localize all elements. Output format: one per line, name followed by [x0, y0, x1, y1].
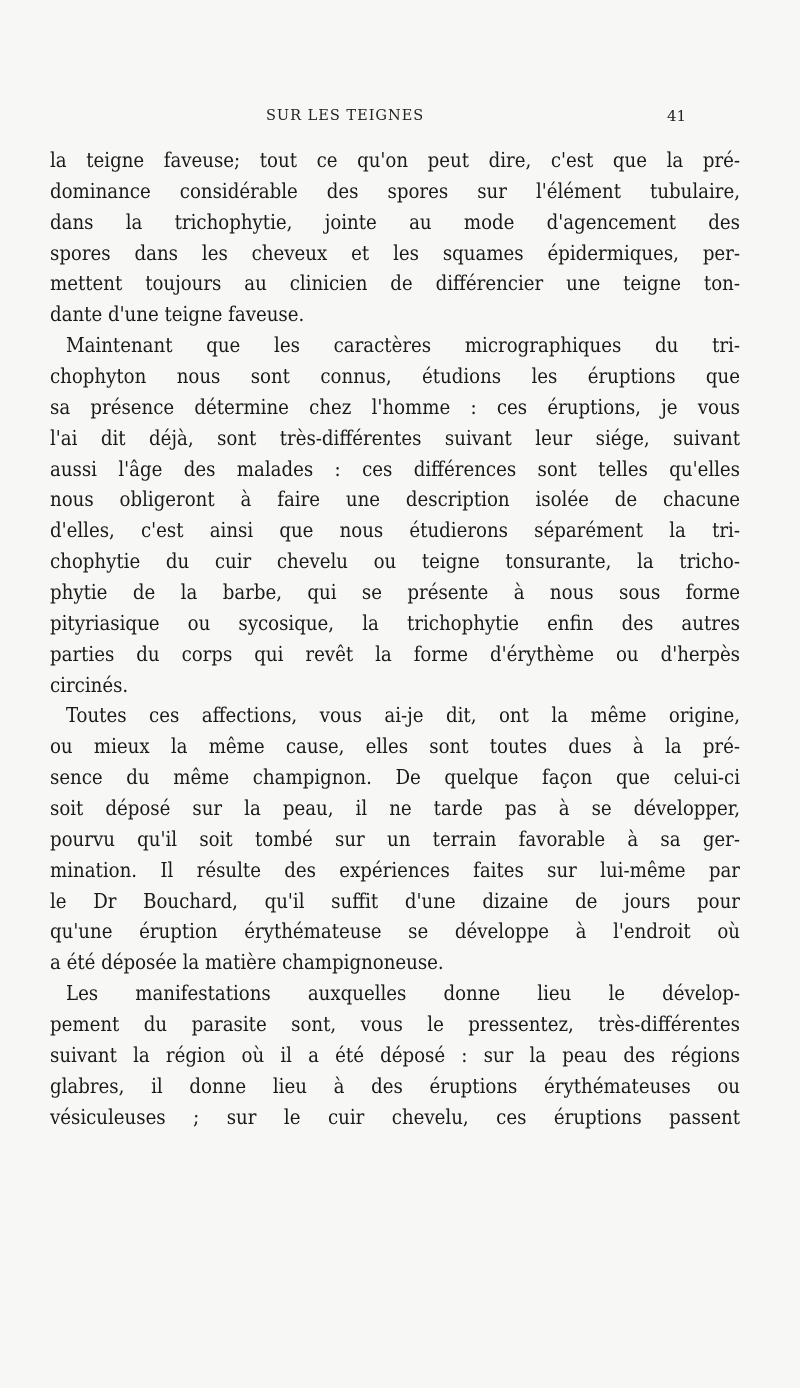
text-line: a été déposée la matière champignoneuse. — [50, 950, 444, 975]
text-line: circinés. — [50, 672, 129, 697]
text-line: Les manifestations auxquelles donne lieu le dévelop- — [66, 981, 740, 1006]
running-head — [0, 108, 800, 138]
text-line: pourvu qu'il soit tombé sur un terrain favorable à sa ger- — [50, 826, 740, 851]
text-line: Toutes ces affections, vous ai-je dit, ont la même origine, — [66, 703, 740, 728]
text-line: soit déposé sur la peau, il ne tarde pas à se développer, — [50, 796, 740, 821]
text-line: mettent toujours au clinicien de différencier une teigne ton- — [50, 271, 740, 296]
text-line: chophytie du cuir chevelu ou teigne tonsurante, la tricho- — [50, 549, 740, 574]
text-line: chophyton nous sont connus, étudions les éruptions que — [50, 364, 740, 389]
text-line: pityriasique ou sycosique, la trichophytie enfin des autres — [50, 610, 740, 635]
text-line: l'ai dit déjà, sont très-différentes suivant leur siége, suivant — [50, 425, 740, 450]
text-line: vésiculeuses ; sur le cuir chevelu, ces éruptions passent — [50, 1104, 740, 1129]
text-line: pement du parasite sont, vous le pressentez, très-différentes — [50, 1012, 740, 1037]
text-line: dante d'une teigne faveuse. — [50, 302, 305, 327]
text-line: d'elles, c'est ainsi que nous étudierons séparément la tri- — [50, 518, 740, 543]
text-line: ou mieux la même cause, elles sont toutes dues à la pré- — [50, 734, 740, 759]
text-line: glabres, il donne lieu à des éruptions érythémateuses ou — [50, 1073, 740, 1098]
text-line: aussi l'âge des malades : ces différences sont telles qu'elles — [50, 456, 740, 481]
text-line: sence du même champignon. De quelque façon que celui-ci — [50, 765, 740, 790]
running-title: SUR LES TEIGNES — [266, 108, 425, 124]
text-line: dans la trichophytie, jointe au mode d'agencement des — [50, 209, 740, 234]
text-line: Maintenant que les caractères micrographiques du tri- — [66, 333, 740, 358]
text-line: suivant la région où il a été déposé : sur la peau des régions — [50, 1042, 740, 1067]
text-line: le Dr Bouchard, qu'il suffit d'une dizaine de jours pour — [50, 888, 740, 913]
text-line: nous obligeront à faire une description isolée de chacune — [50, 487, 740, 512]
text-line: sa présence détermine chez l'homme : ces éruptions, je vous — [50, 394, 740, 419]
text-line: dominance considérable des spores sur l'élément tubulaire, — [50, 178, 740, 203]
text-line: la teigne faveuse; tout ce qu'on peut dire, c'est que la pré- — [50, 148, 740, 172]
text-line: phytie de la barbe, qui se présente à nous sous forme — [50, 580, 740, 605]
text-line: qu'une éruption érythémateuse se développe à l'endroit où — [50, 919, 740, 944]
body-text — [50, 145, 740, 1133]
text-line: spores dans les cheveux et les squames épidermiques, per- — [50, 240, 740, 265]
text-line: mination. Il résulte des expériences faites sur lui-même par — [50, 857, 740, 882]
text-line: parties du corps qui revêt la forme d'érythème ou d'herpès — [50, 641, 740, 666]
page-number: 41 — [667, 107, 687, 125]
